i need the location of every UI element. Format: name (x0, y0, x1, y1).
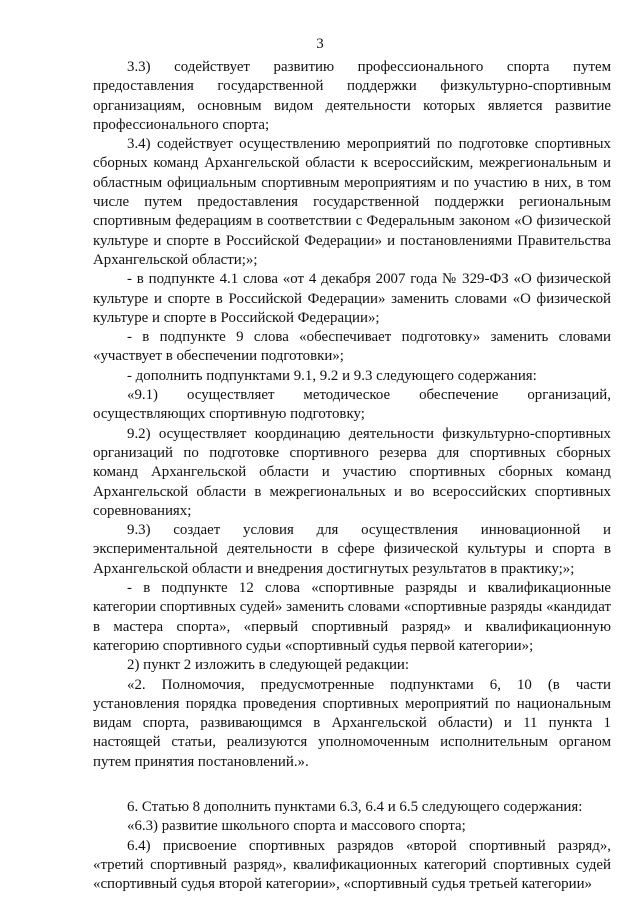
paragraph-point-2-intro: 2) пункт 2 изложить в следующей редакции: (127, 657, 410, 674)
paragraph-point-2-text: «2. Полномочия, предусмотренные подпунктами 6, 10 (в части установления порядка проведения спортивных мероприятий по национальным видам спорта, развивающимся в Архангельской области) и 11 пункта 1 настоящей статьи, реализуются уполномоченным исполнительным органом путем принятия постановлений.». (93, 676, 611, 770)
paragraph-9-3: 9.3) создает условия для осуществления инновационной и экспериментальной деятельности в сфере физической культуры и спорта в Архангельской области и внедрения достигнутых результатов в практику;»; (93, 522, 611, 577)
page-number: 3 (316, 36, 324, 52)
paragraph-add-subpoints: - дополнить подпунктами 9.1, 9.2 и 9.3 следующего содержания: (127, 367, 537, 384)
paragraph-article-8: 6. Статью 8 дополнить пунктами 6.3, 6.4 и 6.5 следующего содержания: (127, 798, 583, 815)
document-body (93, 58, 611, 894)
paragraph-9-1: «9.1) осуществляет методическое обеспечение организаций, осуществляющих спортивную подготовку; (93, 387, 611, 423)
paragraph-3-4: 3.4) содействует осуществлению мероприятий по подготовке спортивных сборных команд Архангельской области к всероссийским, межрегиональным и областным официальным спортивным мероприятиям и по участию в них, в том числе путем предоставления государственной поддержки региональным спортивным федерациям в соответствии с Федеральным законом «О физической культуре и спорте в Российской Федерации» и постановлениями Правительства Архангельской области;»; (93, 136, 611, 268)
paragraph-9-2: 9.2) осуществляет координацию деятельности физкультурно-спортивных организаций по подготовке спортивного резерва для спортивных сборных команд Архангельской области и участию спортивных сборных команд Архангельской области в межрегиональных и во всероссийских спортивных соревнованиях; (93, 425, 611, 519)
paragraph-subpoint-12: - в подпункте 12 слова «спортивные разряды и квалификационные категории спортивных судей» заменить словами «спортивные разряды «кандидат в мастера спорта», «первый спортивный разряд» и квалификационную категорию спортивного судьи «спортивный судья первой категории»; (93, 580, 611, 654)
paragraph-subpoint-9: - в подпункте 9 слова «обеспечивает подготовку» заменить словами «участвует в обеспечении подготовки»; (93, 329, 611, 365)
paragraph-spacer (93, 772, 611, 798)
paragraph-6-3: «6.3) развитие школьного спорта и массового спорта; (127, 818, 466, 835)
paragraph-3-3: 3.3) содействует развитию профессионального спорта путем предоставления государственной поддержки физкультурно-спортивным организациям, основным видом деятельности которых является развитие профессионального спорта; (93, 59, 611, 133)
paragraph-subpoint-4-1: - в подпункте 4.1 слова «от 4 декабря 2007 года № 329-ФЗ «О физической культуре и спорте в Российской Федерации» заменить словами «О физической культуре и спорте в Российской Федерации»; (93, 271, 611, 326)
paragraph-6-4: 6.4) присвоение спортивных разрядов «второй спортивный разряд», «третий спортивный разряд», квалификационных категорий спортивных судей «спортивный судья второй категории», «спортивный судья третьей категории» (93, 837, 611, 893)
